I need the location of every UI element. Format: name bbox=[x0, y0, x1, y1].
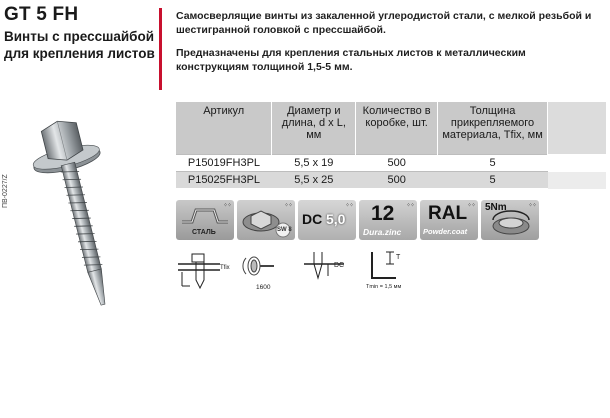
col-thickness: Толщина прикрепляемого материала, Tfix, мм bbox=[438, 102, 548, 154]
coating-icon: ⁘⁘ 12 Dura.zinc bbox=[359, 200, 417, 240]
rpm-label: 1600 bbox=[256, 284, 271, 291]
torque-icon: ⁘⁘ 5Nm bbox=[481, 200, 539, 240]
col-size: Диаметр и длина, d x L, мм bbox=[272, 102, 356, 154]
coating-number: 12 bbox=[371, 202, 395, 225]
coating-label: Dura.zinc bbox=[363, 227, 402, 237]
side-code: ПВ-0227/Z bbox=[2, 174, 9, 208]
dc-value: 5,0 bbox=[326, 211, 346, 227]
ral-label: RAL bbox=[428, 203, 468, 224]
drill-rpm-icon bbox=[238, 248, 278, 284]
feature-icons bbox=[176, 200, 536, 240]
torque-label: 5Nm bbox=[485, 202, 507, 213]
cell-size: 5,5 x 25 bbox=[272, 171, 356, 188]
col-article: Артикул bbox=[176, 102, 272, 154]
accent-bar bbox=[159, 8, 162, 90]
table-row-tail bbox=[548, 172, 606, 189]
ral-icon: ⁘⁘ RAL Powder.coat bbox=[420, 200, 478, 240]
product-title: GT 5 FH bbox=[4, 4, 79, 25]
col-quantity: Количество в коробке, шт. bbox=[356, 102, 438, 154]
cell-article: P15025FH3PL bbox=[176, 171, 272, 188]
table-header-row bbox=[176, 102, 548, 154]
description bbox=[176, 10, 596, 74]
steel-label: СТАЛЬ bbox=[192, 229, 216, 236]
cell-article: P15019FH3PL bbox=[176, 154, 272, 171]
cell-size: 5,5 x 19 bbox=[272, 154, 356, 171]
sw-label: SW 8 bbox=[277, 227, 292, 233]
tfix-label: Tfix bbox=[220, 265, 230, 271]
table-row bbox=[176, 171, 548, 188]
table-row bbox=[176, 154, 548, 171]
cell-quantity: 500 bbox=[356, 171, 438, 188]
description-line-1: Самосверлящие винты из закаленной углеродистой стали, с мелкой резьбой и шестигранной головкой с прессшайбой. bbox=[176, 10, 592, 36]
ral-sub-label: Powder.coat bbox=[423, 227, 468, 236]
drill-capacity-icon: ⁘⁘ DC 5,0 bbox=[298, 200, 356, 240]
table-header-tail bbox=[548, 102, 606, 154]
dc-diagram-label: DC bbox=[334, 262, 345, 269]
cell-thickness: 5 bbox=[438, 154, 548, 171]
cell-thickness: 5 bbox=[438, 171, 548, 188]
tmin-label: Tmin = 1,5 мм bbox=[366, 284, 402, 290]
steel-icon: ⁘⁘ СТАЛЬ bbox=[176, 200, 234, 240]
hex-head-icon: ⁘⁘ SW 8 bbox=[237, 200, 295, 240]
installation-diagrams bbox=[176, 246, 476, 296]
t-label: T bbox=[396, 254, 401, 261]
product-subtitle: Винты с прессшайбой для крепления листов bbox=[4, 29, 155, 61]
cell-quantity: 500 bbox=[356, 154, 438, 171]
description-line-2: Предназначены для крепления стальных листов к металлическим конструкциям толщиной 1,5-5 мм. bbox=[176, 47, 526, 73]
spec-table bbox=[176, 102, 548, 188]
dc-label: DC bbox=[302, 211, 323, 227]
screw-image bbox=[22, 112, 142, 322]
